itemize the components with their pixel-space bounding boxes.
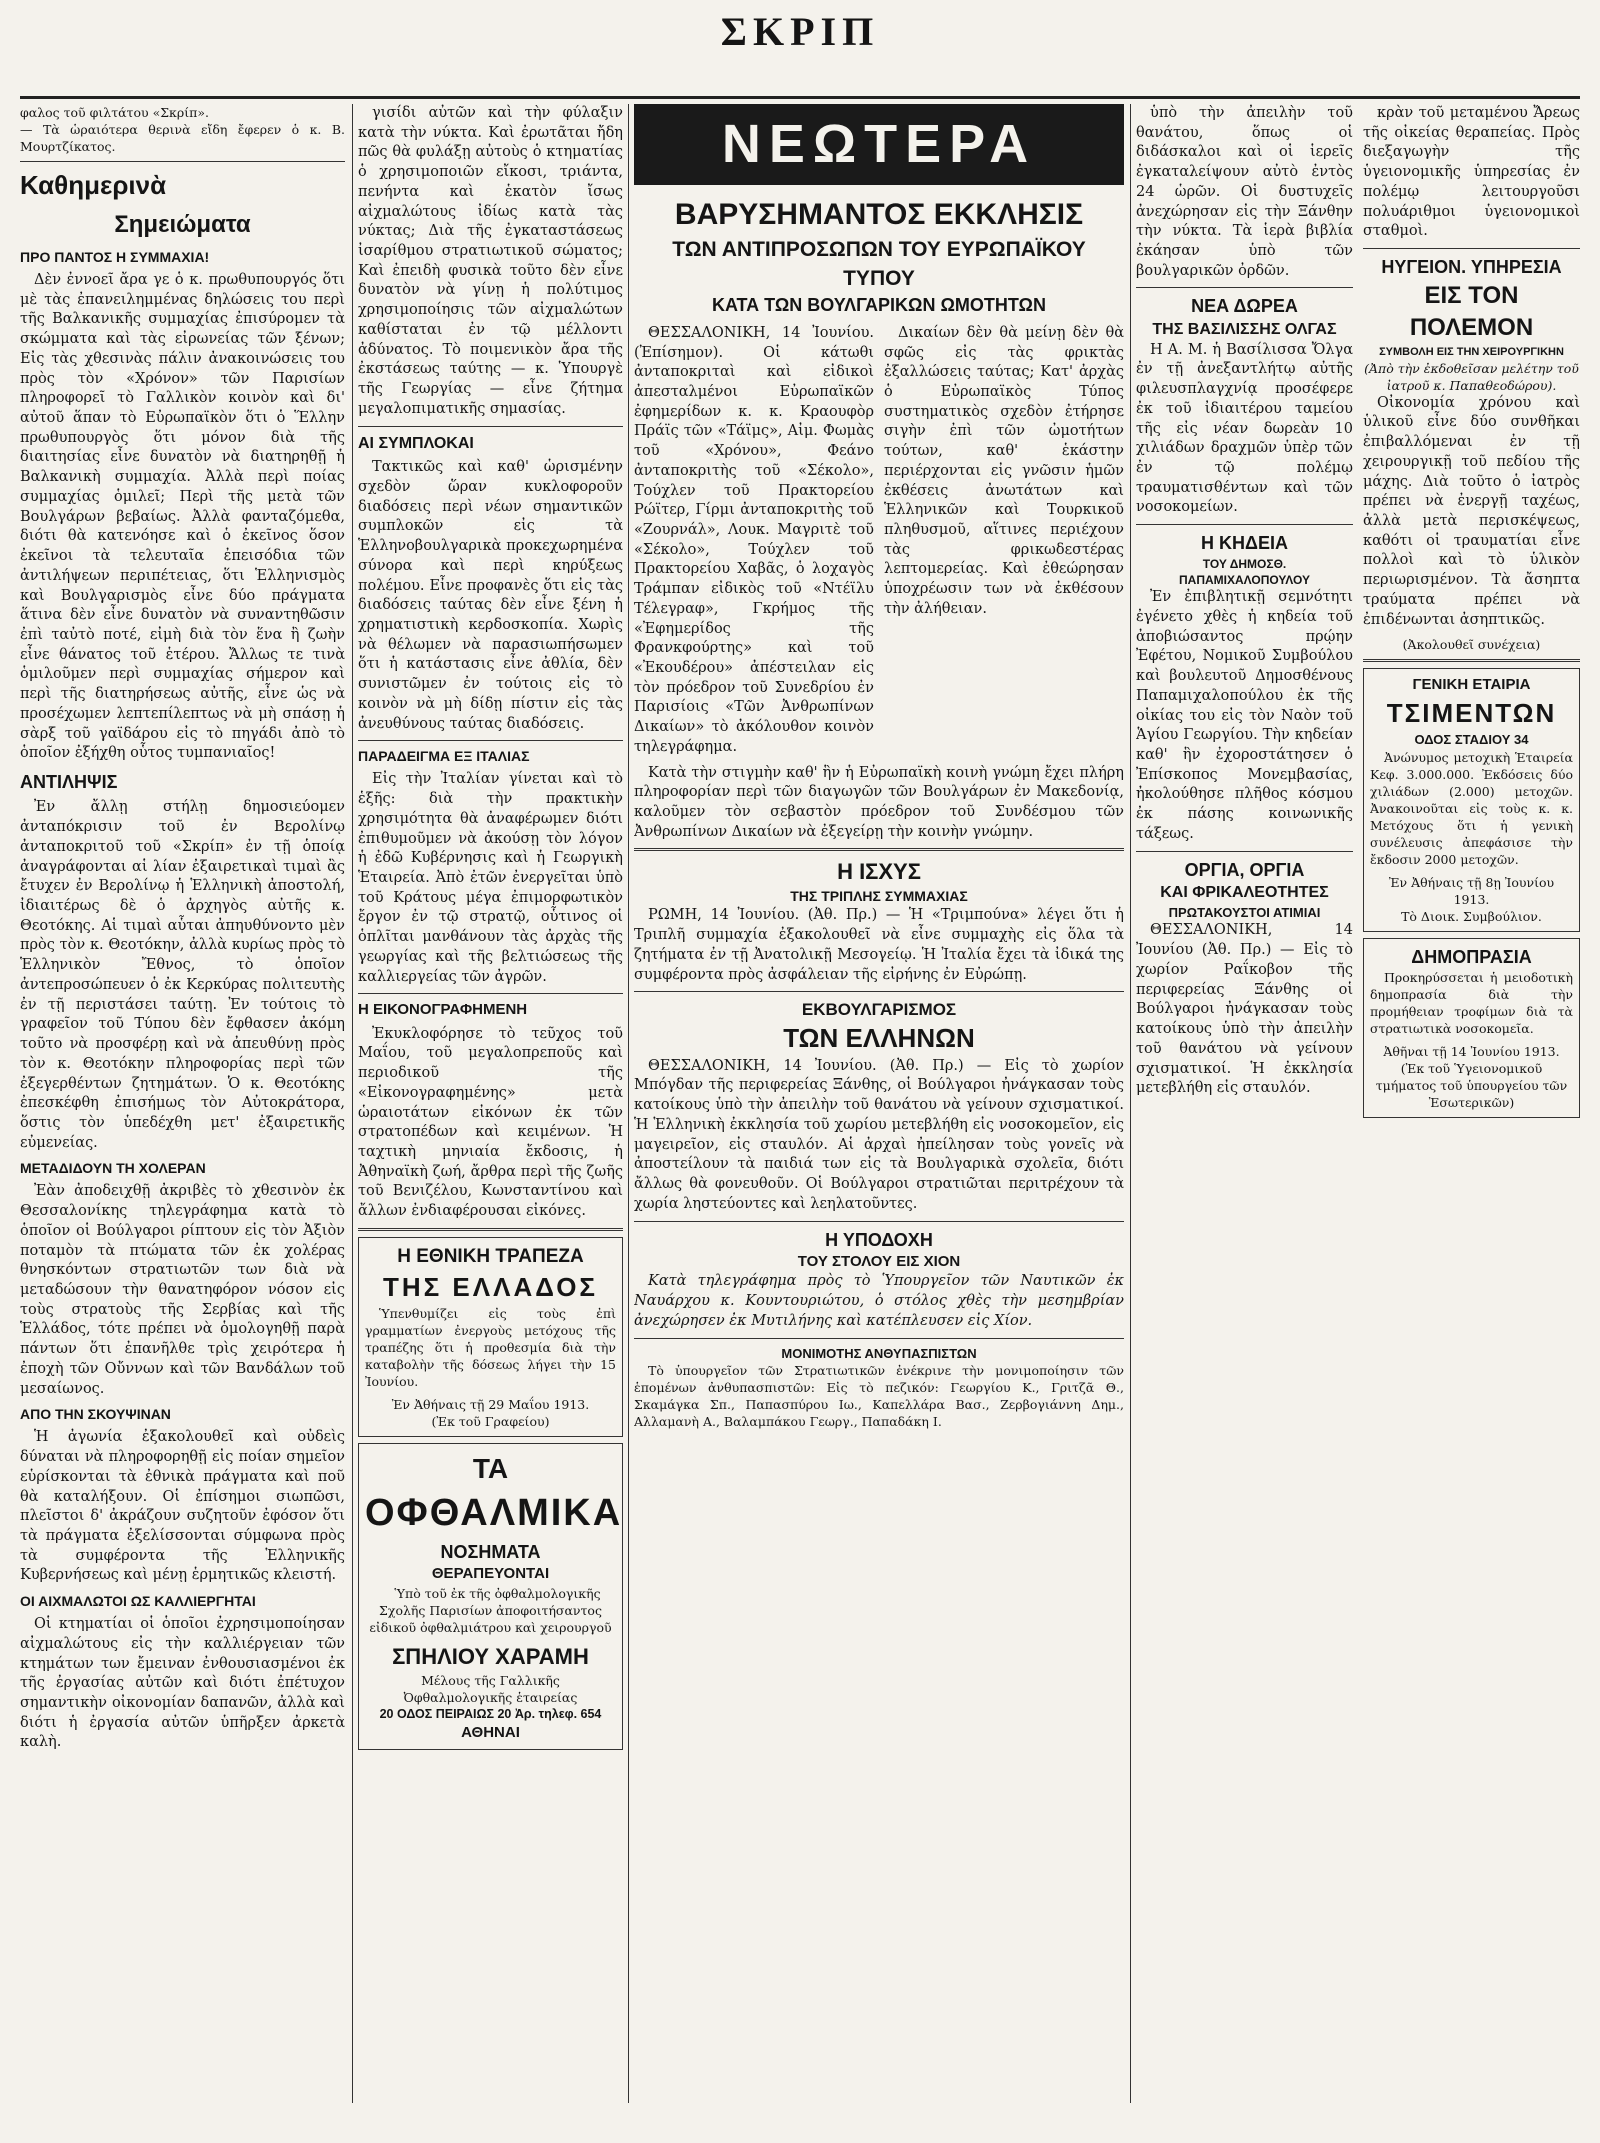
ad-signature: (Ἐκ τοῦ Ὑγειονομικοῦ τμήματος τοῦ ὑπουργείου τῶν Ἐσωτερικῶν)	[1375, 1061, 1568, 1111]
article-body: γισίδι αὐτῶν καὶ τὴν φύλαξιν κατὰ τὴν νύκτα. Καὶ ἐρωτᾶται ἤδη πῶς θὰ φυλάξῃ αὐτοὺς ὁ κτηματίας ὁ χρησιμοποιῶν εἴκοσι, τριάντα, πενήντα καὶ ἑκατὸν ἴσως αἰχμαλώτους ἰδίως κατὰ τὰς νύκτας; Διὰ τῆς ἐγκαταστάσεως ἰσαρίθμου στρατιωτικοῦ σώματος; Καὶ ἐπειδὴ φυσικὰ τοῦτο δὲν εἶνε δυνατὸν νὰ γίνῃ ἡ πολύτιμος χρησιμοποίησις τῶν αἰχμαλώτων καθίσταται ἐν τῷ μέλλοντι ἀδύνατος. Τὸ ποιμενικὸν ἄρα τῆς ἐκστάσεως ταύτης — κ. Ὑπουργὲ τῆς Γεωργίας — εἶνε ζήτημα μεγαλοπιματικῆς σημασίας.	[358, 105, 623, 417]
article-heading: ΝΕΑ ΔΩΡΕΑ	[1191, 296, 1298, 317]
lead-subheadline: ΚΑΤΑ ΤΩΝ ΒΟΥΛΓΑΡΙΚΩΝ ΩΜΟΤΗΤΩΝ	[712, 295, 1046, 316]
col1-top-line2: — Τὰ ὡραιότερα θερινὰ εἴδη ἔφερεν ὁ κ. Β. Μουρτζίκατος.	[20, 122, 345, 154]
ad-body: Ἀνώνυμος μετοχικὴ Ἑταιρεία Κεφ. 3.000.000. Ἐκδόσεις δύο χιλιάδων (2.000) μετοχῶν. Ἀνακοινοῦται εἰς τοὺς κ. κ. Μετόχους ὅτι ἡ γενικὴ συνέλευσις ἀπεφάσισε τὴν ἔκδοσιν 2000 μετοχῶν.	[1370, 749, 1573, 867]
article-heading: ΗΥΓΕΙΟΝ. ΥΠΗΡΕΣΙΑ	[1381, 257, 1562, 278]
lower-left	[634, 857, 1124, 1436]
divider	[20, 161, 345, 162]
article-body: ΘΕΣΣΑΛΟΝΙΚΗ, 14 Ἰουνίου. (Ἀθ. Πρ.) — Εἰς τὸ χωρίον Μπόγδαν τῆς περιφερείας Ξάνθης, οἱ Βούλγαροι ἠνάγκασαν τοὺς κατοίκους ὑπὸ τὴν ἀπειλὴν τοῦ θανάτου νὰ γείνουν σχισματικοί. Ἡ Ἑλληνικὴ ἐκκλησία τοῦ χωρίου μετεβλήθη εἰς νοσοκομεῖον, εἰς μαγειρεῖον, εἰς σταυλόν. Αἱ ἀρχαὶ ἠπείλησαν τοὺς γονεῖς νὰ ἀποστείλουν τὰ παιδιά των εἰς τὰ Βουλγαρικὰ σχολεῖα, διότι ἄλλως θὰ φονευθοῦν. Οἱ Βούλγαροι στρατιῶται περιτρέχουν τὰ χωρία ληστεύοντες καὶ λεηλατοῦντες.	[634, 1057, 1124, 1212]
ad-body: Προκηρύσσεται ἡ μειοδοτικὴ δημοπρασία διὰ τὴν προμήθειαν τροφίμων διὰ τὰ στρατιωτικὰ νοσοκομεῖα.	[1370, 970, 1573, 1037]
ad-signature: Τὸ Διοικ. Συμβούλιον.	[1401, 908, 1542, 924]
article-heading: ΑΠΟ ΤΗΝ ΣΚΟΥΨΙΝΑΝ	[20, 1406, 171, 1423]
article-heading: ΕΚΒΟΥΛΓΑΡΙΣΜΟΣ	[801, 1000, 957, 1020]
article-heading: ΠΡΟ ΠΑΝΤΟΣ Η ΣΥΜΜΑΧΙΑ!	[20, 248, 210, 265]
article-body: ΘΕΣΣΑΛΟΝΙΚΗ, 14 Ἰουνίου. (Ἐπίσημον). Οἱ κάτωθι ἀνταποκριταὶ καὶ εἰδικοὶ ἀπεσταλμένοι Εὐρωπαϊκῶν ἐφημερίδων κ. κ. Κραουφὸρ Πράϊς τῶν «Τάϊμς», Αἰμ. Φωμὰς τοῦ «Χρόνου», Φεάνο ἀνταποκριτὴς τοῦ «Σέκολο», Τούχλεν τοῦ Πρακτορείου Ρώϊτερ, Γίρμι ἀνταποκριτὴς τοῦ «Ζουρνάλ», Λουκ. Μαγριτὲ τοῦ «Σέκολο», Τούχλεν τοῦ Πρακτορείου Χαβᾶς, ὁ λοχαγὸς Τράμπαν εἰδικὸς τοῦ «Ντέϊλυ Τέλεγραφ», Γκρήμος τῆς «Ἐφημερίδος τῆς Φρανκφούρτης» καὶ τοῦ «Ἐκουδέρου» ἀπέστειλαν εἰς τὸν πρόεδρον τοῦ Συνεδρίου ἐν Παρισίοις «Τῶν Ἀνθρωπίνων Δικαίων» τὸ ἀκόλουθον κοινὸν τηλεγράφημα.	[634, 324, 874, 755]
article-subheading: ΤΗΣ ΒΑΣΙΛΙΣΣΗΣ ΟΛΓΑΣ	[1152, 320, 1337, 338]
ad-title: ΤΑ	[472, 1453, 509, 1485]
lead-headline: ΒΑΡΥΣΗΜΑΝΤΟΣ ΕΚΚΛΗΣΙΣ	[674, 198, 1084, 232]
article-body: Τὸ ὑπουργεῖον τῶν Στρατιωτικῶν ἐνέκρινε τὴν μονιμοποίησιν τῶν ἑπομένων ἀνθυπασπιστῶν: Εἰς τὸ πεζικόν: Γεωργίου Κ., Γριτζᾶ Θ., Σκαμάγκα Σπ., Παπασπύρου Ιω., Καπελλάρα Βασ., Ζερβογιάννη Δημ., Αλλαμανὴ Α., Βαλαμπάκου Γεωργ., Παπαδάκη Ι.	[634, 1363, 1124, 1430]
article-heading: ΜΕΤΑΔΙΔΟΥΝ ΤΗ ΧΟΛΕΡΑΝ	[20, 1160, 206, 1177]
ad-city: ΑΘΗΝΑΙ	[461, 1723, 520, 1741]
article-body: Τακτικῶς καὶ καθ' ὡρισμένην σχεδὸν ὥραν κυκλοφοροῦν διαδόσεις περὶ νέων σημαντικῶν συμπλοκῶν εἰς τὰ Ἑλληνοβουλγαρικὰ προκεχωρημένα σύνορα καὶ περὶ κηρύξεως πολέμου. Εἶνε προφανὲς ὅτι εἰς τὰς διαδόσεις ταύτας δὲν εἶνε ξένη ἡ χρηματιστικὴ κερδοσκοπία. Χωρὶς νὰ θέλωμεν νὰ παρασιωπήσωμεν ὅτι ἡ κατάστασις εἶνε ἀθλία, δὲν συνιστῶμεν ἐν τούτοις εἰς τὸ κοινὸν νὰ μὴ δίδῃ πίστιν εἰς τὰς ἀνευθύνους ταύτας διαδόσεις.	[358, 459, 623, 732]
lower-two-columns	[634, 857, 1124, 1436]
right-two-columns	[1136, 104, 1580, 1124]
divider	[634, 1338, 1124, 1339]
article-body: κρὰν τοῦ μεταμένου Ἄρεως τῆς οἰκείας θεραπείας. Πρὸς διεξαγωγὴν τῆς ὑγειονομικῆς ὑπηρεσίας ἐν πολέμῳ λειτουργοῦσι πολυάριθμοι ὑγειονομικοὶ σταθμοὶ.	[1363, 105, 1580, 240]
article-subheading: ΚΑΙ ΦΡΙΚΑΛΕΟΤΗΤΕΣ	[1160, 884, 1329, 902]
article-subheading: ΤΗΣ ΤΡΙΠΛΗΣ ΣΥΜΜΑΧΙΑΣ	[790, 888, 968, 905]
article-heading: ΜΟΝΙΜΟΤΗΣ ΑΝΘΥΠΑΣΠΙΣΤΩΝ	[781, 1345, 977, 1361]
col1-top-line1: φαλος τοῦ φιλτάτου «Σκρίπ».	[20, 105, 209, 120]
ad-membership: Μέλους τῆς Γαλλικῆς Ὀφθαλμολογικῆς ἑταιρείας	[403, 1672, 578, 1705]
article-subheading: ΤΩΝ ΕΛΛΗΝΩΝ	[783, 1023, 975, 1054]
right-col-a	[1136, 104, 1353, 1124]
article-body: Δὲν ἐννοεῖ ἄρα γε ὁ κ. πρωθυπουργός ὅτι μὲ τὰς ἐπανειλημμένας δηλώσεις του περὶ τῆς Βαλκανικῆς συμμαχίας ἐπισύρομεν τὰ σκώμματα καὶ τὰς εἰρωνείας τῶν ξένων; Εἰς τὰς χθεσινὰς πάλιν ἀνακοινώσεις του πρὸς τὸν «Χρόνον» τῶν Παρισίων πληροφορεῖ τὸ Γαλλικὸν κοινὸν καὶ δι' αὐτοῦ ἅπαν τὸ Εὐρωπαϊκὸν ὅτι ὁ Ἕλλην πρωθυπουργὸς ὅτι μόνον διὰ τῆς διαιτησίας εἶνε δυνατὸν νὰ διατηρηθῇ ἡ Βαλκανικὴ συμμαχία. Ἀλλὰ περὶ ποίας συμμαχίας ὁμιλεῖ; Περὶ τῆς μετὰ τῶν Βουλγάρων βεβαίως. Ἀλλὰ φανταζόμεθα, διότι θὰ κατενόησε καὶ ὁ ἐκεῖνος ὅσον ἐκεῖνοι τὰ τελευταῖα ἐπεισόδια τῶν ἀντιλήψεων περιπέτειας, ὅτι Ἑλληνισμὸς καὶ Βουλγαρισμὸς εἶνε δύο πράγματα ἅτινα δὲν εἶνε δυνατὸν νὰ συναντηθῶσιν ἐπὶ ταὐτὸ ποτέ, εἰμὴ διὰ τὸν ἕνα ἢ ζωὴν εἶνε θάνατος τοῦ ἑτέρου. Ἄλλως τε τινὰ ὁμιλοῦμεν περὶ συμμαχίας σήμερον καὶ περὶ τῆς διατηρήσεως αὐτῆς, εἶνε ὡς νὰ προσέχωμεν λεπτεπίλεπτως νὰ μὴ σπάσῃ ἡ σὰρξ τοῦ γαϊδάρου εἰς τὸ πηγάδι ἀπὸ τὸ ὁποῖον ἐξήχθη οὗτος τυμπανιαῖος!	[20, 272, 345, 762]
article-body: Οἱ κτηματίαι οἱ ὁποῖοι ἐχρησιμοποίησαν αἰχμαλώτους εἰς τὴν καλλιέργειαν τῶν κτημάτων των ἔμειναν ἐνθουσιασμένοι ἐκ τῆς ἐργασίας αὐτῶν καὶ διότι ἐπέτυχον σημαντικὴν οἰκονομίαν δαπανῶν, ἀλλὰ καὶ διότι ἡ ἐργασία αὐτῶν ὑπῆρξεν ἀρκετὰ καλὴ.	[20, 1616, 345, 1751]
banner-headline: ΝΕΩΤΕΡΑ	[634, 104, 1124, 185]
divider	[358, 426, 623, 427]
top-rule	[20, 96, 1580, 99]
ad-title: Η ΕΘΝΙΚΗ ΤΡΑΠΕΖΑ	[397, 1245, 584, 1267]
ad-address: 20 ΟΔΟΣ ΠΕΙΡΑΙΩΣ 20 Ἀρ. τηλεφ. 654	[379, 1706, 602, 1721]
lead-two-columns	[634, 324, 1124, 764]
article-body: ΡΩΜΗ, 14 Ἰουνίου. (Ἀθ. Πρ.) — Ἡ «Τριμπούνα» λέγει ὅτι ἡ Τριπλῆ συμμαχία ἐξακολουθεῖ νὰ εἶνε συμμαχὴς εἰς ὅλα τὰ ζητήματα ἐν τῇ Ἀνατολικῇ Μεσογείῳ. Ἡ Ἰταλία ἔχει τὰ ἰδικά της συμφέροντα πρὸς ἀσφάλειαν τῆς εἰρήνης ἐν Εὐρώπῃ.	[634, 907, 1124, 983]
column-rule	[628, 104, 629, 2103]
ad-body: Ὑπενθυμίζει εἰς τοὺς ἐπὶ γραμματίων ἐνεργοὺς μετόχους τῆς τραπέζης ὅτι ἡ προθεσμία διὰ τὴν καταβολὴν τῆς δόσεως λήγει τὴν 15 Ἰουνίου.	[365, 1306, 616, 1390]
divider	[1136, 287, 1353, 288]
article-body: Δικαίων δὲν θὰ μείνῃ δὲν θὰ σφῶς εἰς τὰς φρικτὰς ἐξαλλώσεις ταύτας; Κατ' ἀρχὰς ὁ Εὐρωπαϊκὸς Τύπος συστηματικὸς σχεδὸν ἐτήρησε σιγὴν ἐπὶ τῶν ὠμοτήτων τούτων, καθ' ἑκάστην περιέρχονται εἰς γνῶσιν ἡμῶν ἐκθέσεις ἀνωτάτων καὶ Ἑλληνικῶν καὶ Τουρκικοῦ πληθυσμοῦ, αἵτινες περιέχουν τὰς φρικωδεστέρας λεπτομερείας. Καὶ ἐθεώρησαν ὑποχρέωσιν των νὰ ἐκθέσουν τὴν ἀλήθειαν.	[884, 324, 1124, 617]
ad-title: ΔΗΜΟΠΡΑΣΙΑ	[1411, 946, 1532, 967]
article-heading: ΑΙ ΣΥΜΠΛΟΚΑΙ	[358, 434, 474, 452]
article-body: Ἐκυκλοφόρησε τὸ τεῦχος τοῦ Μαΐου, τοῦ μεγαλοπρεποῦς καὶ περιοδικοῦ τῆς «Εἰκονογραφημένης» μετὰ ὡραιοτάτων εἰκόνων ἐκ τῶν στρατοπέδων καὶ κειμένων. Ἡ ταχτικὴ μηνιαία ἔκδοσις, ἡ Ἀθηναϊκὴ ζωή, ἄρθρα περὶ τῆς ζωῆς τοῦ Βενιζέλου, Κωνσταντίνου καὶ ἄλλων ἐνδιαφέρουσαι εἰκόνες.	[358, 1025, 623, 1220]
continued-note: (Ἀκολουθεῖ συνέχεια)	[1402, 637, 1541, 653]
ophthalmic-ad	[358, 1443, 623, 1750]
article-body: Κατὰ τηλεγράφημα πρὸς τὸ Ὑπουργεῖον τῶν Ναυτικῶν ἐκ Ναυάρχου κ. Κουντουριώτου, ὁ στόλος χθὲς τὴν μεσημβρίαν ἀνεχώρησεν ἐκ Μυτιλήνης καὶ κατέπλευσεν εἰς Χίον.	[634, 1273, 1124, 1329]
column-1	[20, 104, 345, 2103]
ad-date: Ἀθῆναι τῇ 14 Ἰουνίου 1913.	[1383, 1044, 1560, 1060]
cement-company-ad	[1363, 668, 1580, 931]
article-body: Ἐὰν ἀποδειχθῇ ἀκριβὲς τὸ χθεσινὸν ἐκ Θεσσαλονίκης τηλεγράφημα κατὰ τὸ ὁποῖον οἱ Βούλγαροι ρίπτουν εἰς τὸν Ἀξιὸν ποταμὸν τὰ πτώματα τῶν ἐκ χολέρας θνησκόντων στρατιωτῶν των διὰ νὰ μεταδώσουν τὴν θανατηφόρον νόσον εἰς τοὺς στρατοὺς τῆς Σερβίας καὶ τῆς Ἑλλάδος, τότε πρέπει νὰ ὁμολογηθῇ παρὰ πάντων ὅτι ἐπανῆλθε τρὶς χειρότερα ἡ ἐποχὴ τῶν Οὔννων καὶ τῶν Βανδάλων τοῦ μεσαίωνος.	[20, 1183, 345, 1397]
divider	[1363, 659, 1580, 662]
divider	[634, 991, 1124, 992]
ad-title: ΘΕΡΑΠΕΥΟΝΤΑΙ	[431, 1565, 550, 1583]
divider	[358, 993, 623, 994]
ad-body: Ὑπὸ τοῦ ἐκ τῆς ὀφθαλμολογικῆς Σχολῆς Παρισίων ἀποφοιτήσαντος εἰδικοῦ ὀφθαλμιάτρου καὶ χειρουργοῦ	[369, 1585, 612, 1635]
article-heading: ΑΝΤΙΛΗΨΙΣ	[20, 771, 118, 792]
article-heading: Η ΕΙΚΟΝΟΓΡΑΦΗΜΕΝΗ	[358, 1001, 528, 1019]
article-body: ΘΕΣΣΑΛΟΝΙΚΗ, 14 Ἰουνίου (Ἀθ. Πρ.) — Εἰς τὸ χωρίον Ραΐκοβον τῆς περιφερείας Ξάνθης οἱ Βούλγαροι ἠνάγκασαν τοὺς κατοίκους ὑπὸ τὴν ἀπειλὴν τοῦ θανάτου νὰ γείνουν σχισματικοί. Ἡ ἐκκλησία μετεβλήθη εἰς σταυλόν.	[1136, 922, 1353, 1097]
ad-title: ΝΟΣΗΜΑΤΑ	[440, 1541, 541, 1562]
column-rule	[1130, 104, 1131, 2103]
section-title: Καθημερινὰ	[20, 170, 167, 200]
ad-address: ΟΔΟΣ ΣΤΑΔΙΟΥ 34	[1414, 732, 1529, 748]
article-body: Ἐν ἄλλῃ στήλῃ δημοσιεύομεν ἀνταπόκρισιν τοῦ ἐν Βερολίνῳ ἀνταποκριτοῦ τοῦ «Σκρίπ» ἐν τῇ ὁποίᾳ ἀναγράφονται αἱ λίαν ἐξαιρετικαὶ τιμαὶ ἂς ἔτυχεν ἐν Βερολίνῳ ἡ Ἑλληνικὴ ἀποστολή, ἰδιαιτέρως δὲ ὁ ἀρχηγὸς αὐτῆς κ. Θεοτόκης. Αἱ τιμαὶ αὗται ἀπηυθύνοντο μὲν πρὸς τὸν κ. Θεοτόκην, ἀλλὰ κυρίως πρὸς τὸ Ἑλληνικὸν Ἔθνος, τὸ ὁποῖον ἀντεπροσώπευεν ὁ ἐκ Κερκύρας πολιτευτὴς ἐν τῇ περιστάσει ταύτῃ. Ἐν τούτοις τὸ γραφεῖον τοῦ Τύπου δὲν ἔφθασεν ἀκόμη τοῦτο νὰ προσφέρῃ καὶ νὰ ἀπευθύνῃ πρὸς τὸν κ. Θεοτόκην πληροφορίας περὶ τῶν ἐξεγερθέντων ζητημάτων. Ὁ κ. Θεοτόκης ἐπεσκέφθη ἐπισήμως τὸν Αὐτοκράτορα, ὅστις τὸν ὑπεδέχθη μετ' ἐξαιρετικῆς εὐμενείας.	[20, 799, 345, 1151]
ad-title: ΤΗΣ ΕΛΛΑΔΟΣ	[382, 1271, 599, 1302]
ad-signature: (Ἐκ τοῦ Γραφείου)	[431, 1414, 550, 1430]
section-subtitle: Σημειώματα	[114, 211, 251, 239]
lead-subheadline: ΤΩΝ ΑΝΤΙΠΡΟΣΩΠΩΝ ΤΟΥ ΕΥΡΩΠΑΪΚΟΥ ΤΥΠΟΥ	[672, 238, 1086, 290]
article-body: ὑπὸ τὴν ἀπειλὴν τοῦ θανάτου, ὅπως οἱ διδάσκαλοι καὶ οἱ ἱερεῖς ἐγκαταλείψουν αὐτὸ ἐντὸς 24 ὡρῶν. Οἱ δυστυχεῖς ἀνεχώρησαν εἰς τὴν Ξάνθην τὴν νύκτα. Τὰ ἱερὰ βιβλία ἐκάησαν ὑπὸ τῶν βουλγαρικῶν ὀρδῶν.	[1136, 105, 1353, 279]
ad-doctor-name: ΣΠΗΛΙΟΥ ΧΑΡΑΜΗ	[392, 1643, 589, 1669]
article-subheading: ΕΙΣ ΤΟΝ ΠΟΛΕΜΟΝ	[1409, 281, 1534, 342]
ad-title: ΓΕΝΙΚΗ ΕΤΑΙΡΙΑ	[1412, 676, 1531, 694]
ad-date: Ἐν Ἀθήναις τῇ 8ῃ Ἰουνίου 1913.	[1388, 874, 1555, 907]
article-heading: Η ΥΠΟΔΟΧΗ	[825, 1229, 933, 1250]
bank-notice	[358, 1237, 623, 1437]
article-note: (Ἀπὸ τὴν ἐκδοθεῖσαν μελέτην τοῦ ἰατροῦ κ. Παπαθεοδώρου).	[1364, 360, 1579, 393]
column-rule	[352, 104, 353, 2103]
article-body: Κατὰ τὴν στιγμὴν καθ' ἣν ἡ Εὐρωπαϊκὴ κοινὴ γνώμη ἔχει πλήρη πληροφορίαν περὶ τῶν διαγωγῶν τῶν Βουλγάρων ἐν Μακεδονίᾳ, καλοῦμεν τὸν σεβαστὸν πρόεδρον τοῦ Συνδέσμου τῶν Ἀνθρωπίνων Δικαίων νὰ ἐξεγείρῃ τὴν κοινὴν γνώμην.	[634, 764, 1124, 840]
column-5	[1136, 104, 1580, 2103]
divider	[1363, 248, 1580, 249]
article-subheading: ΠΡΩΤΑΚΟΥΣΤΟΙ ΑΤΙΜΙΑΙ	[1168, 904, 1321, 920]
divider	[634, 848, 1124, 851]
auction-notice	[1363, 938, 1580, 1118]
divider	[634, 1221, 1124, 1222]
article-body: Η Α. Μ. ἡ Βασίλισσα Ὄλγα ἐν τῇ ἀνεξαντλήτῳ αὐτῆς φιλευσπλαγχνίᾳ προσέφερε ἐκ τοῦ ἰδιαιτέρου ταμείου τῆς εἰς νέαν δωρεὰν 10 χιλιάδων δραχμῶν ὑπὲρ τῶν ἐν τῷ πολέμῳ τραυματισθέντων καὶ τῶν νοσοκομείων.	[1136, 341, 1353, 516]
column-2	[358, 104, 623, 2103]
divider	[358, 1228, 623, 1231]
divider	[358, 740, 623, 741]
article-body: Ἡ ἀγωνία ἐξακολουθεῖ καὶ οὐδεὶς δύναται νὰ πληροφορηθῇ εἰς ποίαν σημεῖον εὑρίσκονται τὰ ἐθνικὰ πράγματα καὶ ποῦ θὰ καταλήξουν. Οἱ ἐπίσημοι σιωπῶσι, πλεῖστοι δ' ἀκράζουν συζητοῦν ἐφόσον ὅτι τὰ πράγματα ἐξελίσσονται σύμφωνα πρὸς τὰ συμφέροντα τῆς Ἑλληνικῆς Κυβερνήσεως καὶ μένῃ ἑρμητικῶς κλειστή.	[20, 1429, 345, 1584]
article-subheading: ΣΥΜΒΟΛΗ ΕΙΣ ΤΗΝ ΧΕΙΡΟΥΡΓΙΚΗΝ	[1379, 345, 1564, 358]
ad-date: Ἐν Ἀθήναις τῇ 29 Μαΐου 1913.	[391, 1397, 590, 1413]
ad-title: ΟΦΘΑΛΜΙΚΑ	[365, 1492, 623, 1535]
right-col-b	[1363, 104, 1580, 1124]
article-heading: ΟΙ ΑΙΧΜΑΛΩΤΟΙ ΩΣ ΚΑΛΛΙΕΡΓΗΤΑΙ	[20, 1593, 256, 1610]
article-heading: ΠΑΡΑΔΕΙΓΜΑ ΕΞ ΙΤΑΛΙΑΣ	[358, 748, 530, 765]
ad-title: ΤΣΙΜΕΝΤΩΝ	[1386, 697, 1557, 728]
article-body: Ἐν ἐπιβλητικῇ σεμνότητι ἐγένετο χθὲς ἡ κηδεία τοῦ ἀποβιώσαντος πρῴην Ἐφέτου, Νομικοῦ Συμβούλου καὶ βουλευτοῦ Δημοσθένους Παπαμιχαλοπούλου ἐκ τῆς οἰκίας του εἰς τὸν Ναὸν τοῦ Ἁγίου Γεωργίου. Τὴν κηδείαν καθ' ἣν ἐχοροστάτησεν ὁ Ἐπίσκοπος Μονεμβασίας, ἠκολούθησε πλῆθος κόσμου ἐκ πάσης κοινωνικῆς τάξεως.	[1136, 589, 1353, 842]
divider	[1136, 851, 1353, 852]
column-3	[634, 104, 1124, 2103]
article-heading: Η ΚΗΔΕΙΑ	[1201, 533, 1288, 554]
divider	[1136, 524, 1353, 525]
article-heading: ΟΡΓΙΑ, ΟΡΓΙΑ	[1184, 859, 1305, 880]
article-body: Οἰκονομία χρόνου καὶ ὑλικοῦ εἶνε δύο συνθῆκαι ἐπιβαλλόμεναι ἐν τῇ χειρουργικῇ τοῦ πεδίου τῆς μάχης. Διὰ τοῦτο ὁ ἰατρὸς πρέπει νὰ ἐνεργῇ ταχέως, ἀλλὰ μετὰ περισκέψεως, καθότι οἱ τραυματίαι εἶνε πολλοὶ καὶ τὸ ὑλικὸν περιωρισμένον. Τὰ ἄσηπτα τραύματα πρέπει νὰ ἐπιδένωνται ἀσηπτικῶς.	[1363, 394, 1580, 628]
article-subheading: ΤΟΥ ΔΗΜΟΣΘ. ΠΑΠΑΜΙΧΑΛΟΠΟΥΛΟΥ	[1179, 556, 1310, 587]
article-subheading: ΤΟΥ ΣΤΟΛΟΥ ΕΙΣ ΧΙΟΝ	[797, 1252, 961, 1270]
article-body: Εἰς τὴν Ἰταλίαν γίνεται καὶ τὸ ἑξῆς: διὰ τὴν πρακτικὴν χρησιμότητα θὰ ἀναφέρωμεν διότι ἐπιθυμοῦμεν νὰ ἀκούσῃ τὸν λόγον ἡ ἐδῶ Κυβέρνησις καὶ ἡ Γεωργικὴ Ἑταιρεία. Ἀπὸ ἐτῶν ἐνεργεῖται ὑπὸ τοῦ Κράτους μέγα ἐπιμορφωτικὸν ἔργον ἐν τῷ στρατῷ, οὗτινος οἱ ὁπλῖται μανθάνουν τὰς ἀρχὰς τῆς γεωργίας καὶ τῆς βελτιώσεως τῆς καλλιεργείας τῶν ἀγρῶν.	[358, 771, 623, 985]
article-heading: Η ΙΣΧΥΣ	[837, 859, 921, 885]
masthead: ΣΚΡΙΠ	[720, 9, 880, 54]
